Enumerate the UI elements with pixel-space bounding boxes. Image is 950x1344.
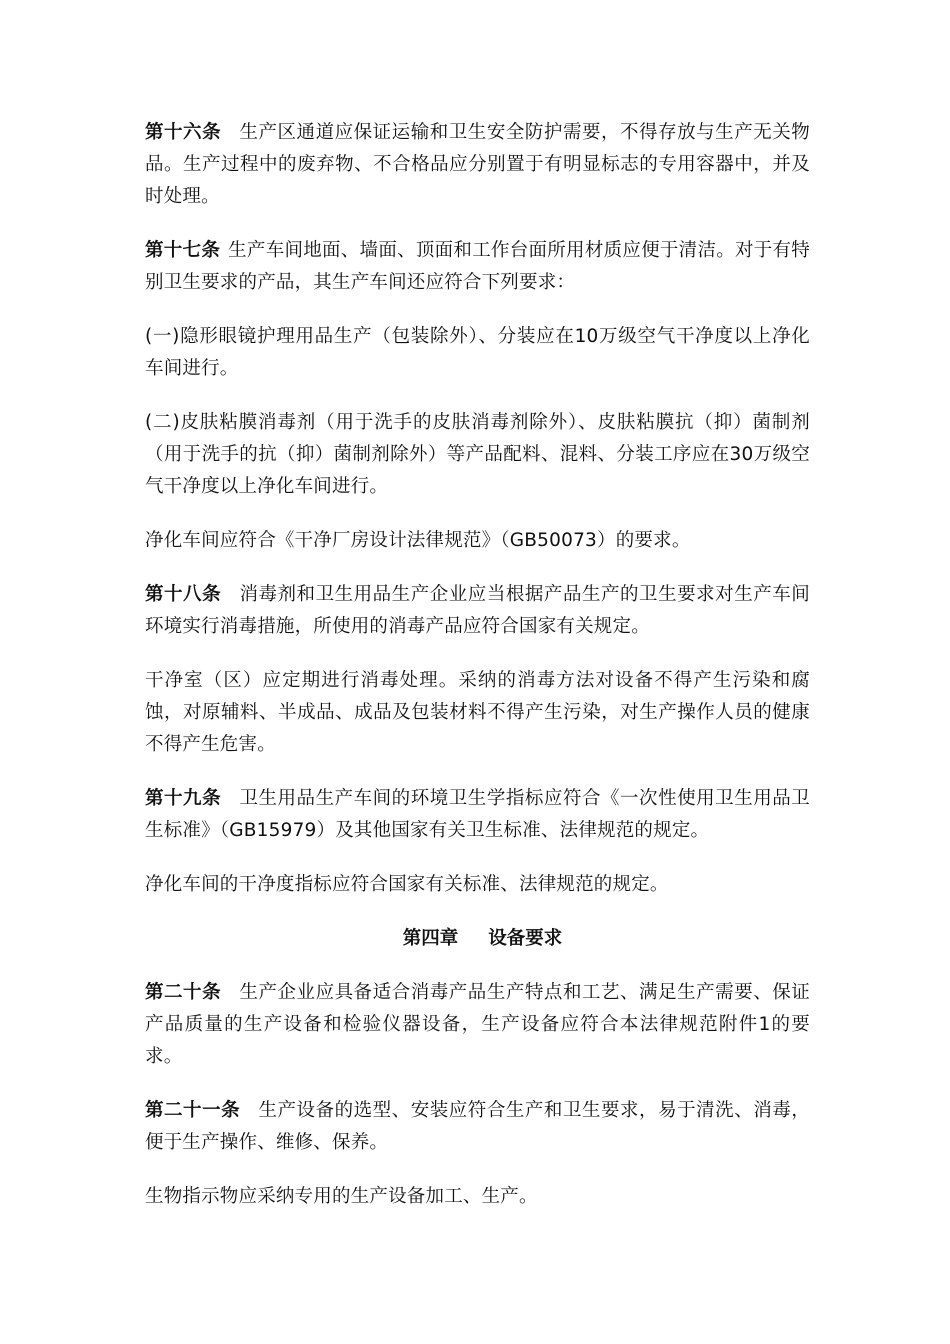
- article-21: [145, 1095, 810, 1159]
- article-18-note-text: 干净室（区）应定期进行消毒处理。采纳的消毒方法对设备不得产生污染和腐蚀，对原辅料、半成品、成品及包装材料不得产生污染，对生产操作人员的健康不得产生危害。: [145, 670, 810, 755]
- article-17-note: [145, 525, 810, 557]
- article-17-note-text: 净化车间应符合《干净厂房设计法律规范》（GB50073）的要求。: [145, 530, 691, 551]
- article-16: [145, 117, 810, 213]
- article-17-item-2-text: (二)皮肤粘膜消毒剂（用于洗手的皮肤消毒剂除外）、皮肤粘膜抗（抑）菌制剂（用于洗手的抗（抑）菌制剂除外）等产品配料、混料、分装工序应在30万级空气干净度以上净化车间进行。: [145, 412, 810, 497]
- article-21-note-text: 生物指示物应采纳专用的生产设备加工、生产。: [145, 1186, 538, 1207]
- chapter-number: 第四章: [402, 928, 459, 949]
- article-21-number: 第二十一条: [145, 1100, 241, 1121]
- document-body: [145, 117, 810, 1235]
- article-17-item-2: [145, 407, 810, 503]
- article-17: [145, 235, 810, 299]
- article-17-item-1: [145, 321, 810, 385]
- article-17-item-1-text: (一)隐形眼镜护理用品生产（包装除外）、分装应在10万级空气干净度以上净化车间进行。: [145, 326, 810, 379]
- article-18-note: [145, 665, 810, 761]
- article-16-number: 第十六条: [145, 122, 222, 143]
- article-21-note: [145, 1181, 810, 1213]
- chapter-heading: [145, 923, 810, 955]
- article-19-number: 第十九条: [145, 788, 222, 809]
- article-21-text: 生产设备的选型、安装应符合生产和卫生要求，易于清洗、消毒，便于生产操作、维修、保养。: [145, 1100, 810, 1153]
- article-18: [145, 579, 810, 643]
- article-19-note: [145, 869, 810, 901]
- article-20-text: 生产企业应具备适合消毒产品生产特点和工艺、满足生产需要、保证产品质量的生产设备和检验仪器设备，生产设备应符合本法律规范附件1的要求。: [145, 982, 810, 1067]
- article-17-text: 生产车间地面、墙面、顶面和工作台面所用材质应便于清洁。对于有特别卫生要求的产品，其生产车间还应符合下列要求：: [145, 240, 810, 293]
- article-19-note-text: 净化车间的干净度指标应符合国家有关标准、法律规范的规定。: [145, 874, 669, 895]
- article-18-text: 消毒剂和卫生用品生产企业应当根据产品生产的卫生要求对生产车间环境实行消毒措施，所使用的消毒产品应符合国家有关规定。: [145, 584, 810, 637]
- article-18-number: 第十八条: [145, 584, 222, 605]
- article-19-text: 卫生用品生产车间的环境卫生学指标应符合《一次性使用卫生用品卫生标准》（GB15979）及其他国家有关卫生标准、法律规范的规定。: [145, 788, 810, 841]
- article-20: [145, 977, 810, 1073]
- article-19: [145, 783, 810, 847]
- article-17-number: 第十七条: [145, 240, 221, 261]
- article-16-text: 生产区通道应保证运输和卫生安全防护需要，不得存放与生产无关物品。生产过程中的废弃物、不合格品应分别置于有明显标志的专用容器中，并及时处理。: [145, 122, 810, 207]
- chapter-title: 设备要求: [488, 928, 563, 949]
- article-20-number: 第二十条: [145, 982, 222, 1003]
